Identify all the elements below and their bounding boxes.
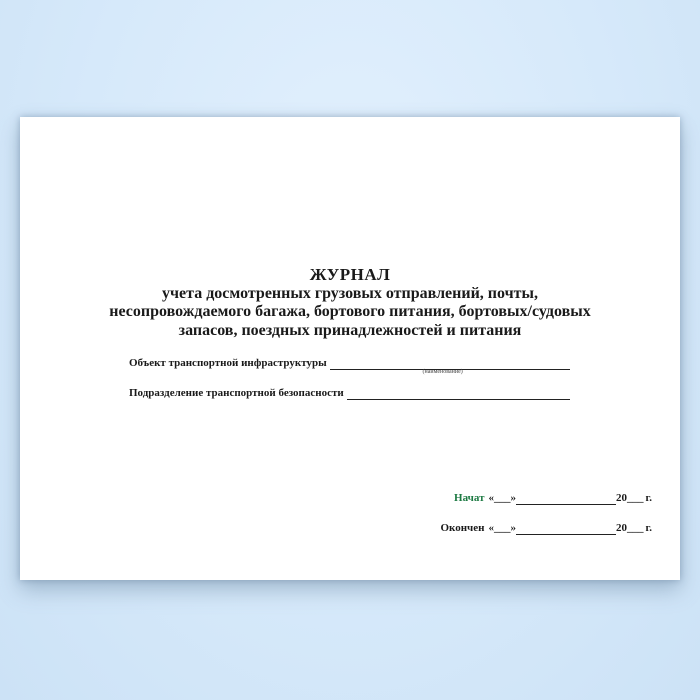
- finished-year-suffix: г.: [645, 522, 652, 534]
- journal-subtitle-line-1: учета досмотренных грузовых отправлений, почты,: [162, 285, 538, 302]
- dates-block: [440, 492, 652, 552]
- finished-day-blank: «___»: [488, 522, 516, 534]
- started-day-blank: «___»: [488, 492, 516, 504]
- infrastructure-object-fill-line: [330, 357, 570, 375]
- security-division-label: Подразделение транспортной безопасности: [129, 387, 344, 399]
- finished-label: Окончен: [440, 522, 485, 534]
- field-row-infrastructure-object: [129, 357, 570, 375]
- security-division-fill-line: [347, 387, 570, 400]
- journal-subtitle-line-3: запасов, поездных принадлежностей и питания: [178, 321, 522, 339]
- title-block: [20, 265, 680, 340]
- started-label: Начат: [454, 492, 485, 504]
- infrastructure-object-caption: (наименование): [422, 369, 463, 375]
- field-row-security-division: [129, 387, 570, 400]
- started-year-suffix: г.: [645, 492, 652, 504]
- started-fill-line: [516, 492, 616, 505]
- finished-year-blank: ___: [626, 522, 644, 534]
- date-row-started: [454, 492, 652, 505]
- journal-title: ЖУРНАЛ: [309, 265, 391, 284]
- journal-subtitle-line-2: несопровождаемого багажа, бортового питания, бортовых/судовых: [109, 303, 591, 321]
- started-year-blank: ___: [626, 492, 644, 504]
- fields-block: [129, 357, 570, 417]
- date-row-finished: [440, 522, 652, 535]
- journal-cover-page: [20, 117, 680, 580]
- infrastructure-object-label: Объект транспортной инфраструктуры: [129, 357, 327, 369]
- started-year-prefix: 20: [615, 492, 627, 504]
- finished-fill-line: [516, 522, 616, 535]
- finished-year-prefix: 20: [615, 522, 627, 534]
